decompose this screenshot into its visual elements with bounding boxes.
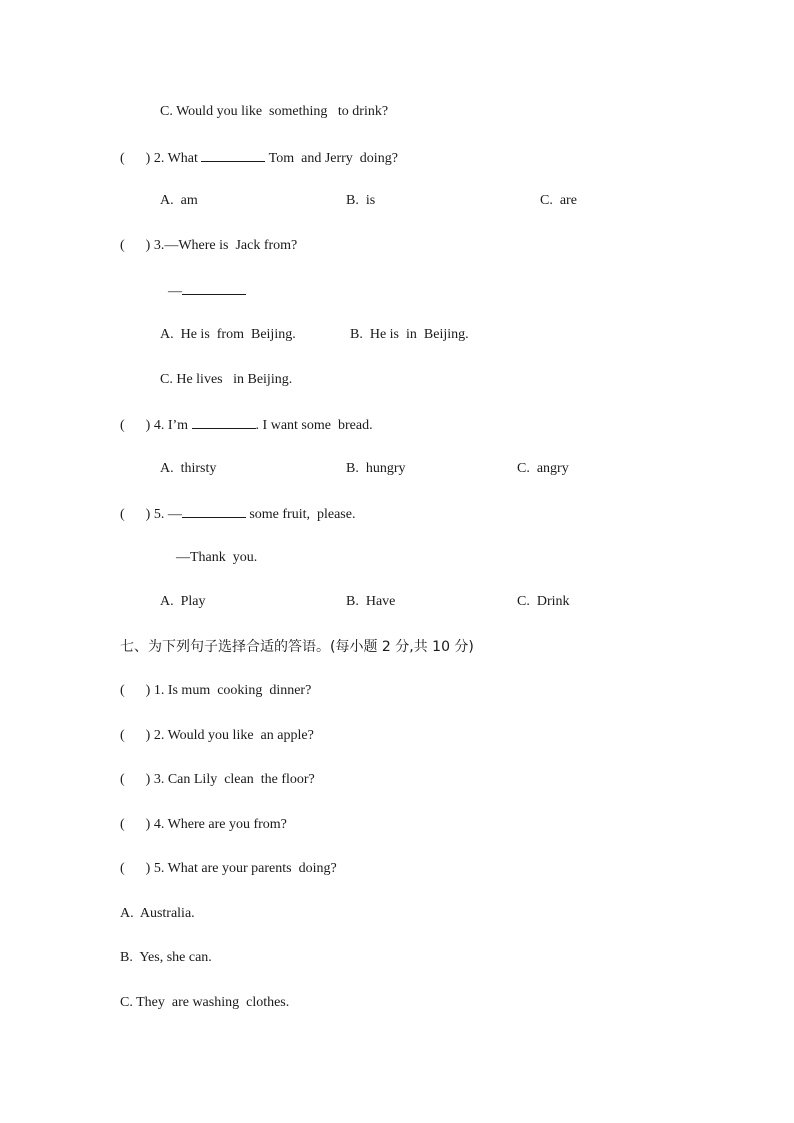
q5-blank[interactable] <box>182 504 246 518</box>
q5-suffix: some fruit, please. <box>245 507 356 522</box>
part7-question-2: ( ) 2. Would you like an apple? <box>120 728 314 743</box>
part7-question-3: ( ) 3. Can Lily clean the floor? <box>120 772 315 787</box>
q4-stem <box>120 415 373 435</box>
q4-option-c: C. angry <box>517 461 569 476</box>
q2-suffix: Tom and Jerry doing? <box>265 151 398 166</box>
q5-reply: —Thank you. <box>176 550 258 565</box>
q1-option-c: C. Would you like something to drink? <box>160 104 389 119</box>
q4-option-a: A. thirsty <box>160 461 217 476</box>
q5-stem <box>120 504 355 524</box>
q2-blank[interactable] <box>201 148 265 162</box>
part7-answer-a: A. Australia. <box>120 906 195 921</box>
part7-question-5: ( ) 5. What are your parents doing? <box>120 861 337 876</box>
q5-prefix: ( ) 5. — <box>120 507 182 522</box>
q2-stem <box>120 148 398 168</box>
q2-option-c: C. are <box>540 193 577 208</box>
q2-option-b: B. is <box>346 193 376 208</box>
q5-option-a: A. Play <box>160 594 206 609</box>
q3-option-c: C. He lives in Beijing. <box>160 372 293 387</box>
part7-answer-c: C. They are washing clothes. <box>120 995 290 1010</box>
part7-question-1: ( ) 1. Is mum cooking dinner? <box>120 683 312 698</box>
q5-option-c: C. Drink <box>517 594 570 609</box>
q3-blank[interactable] <box>182 281 246 295</box>
q4-blank[interactable] <box>192 415 256 429</box>
q2-option-a: A. am <box>160 193 198 208</box>
q3-option-b: B. He is in Beijing. <box>350 327 469 342</box>
q5-option-b: B. Have <box>346 594 396 609</box>
q3-answer-line <box>168 281 246 301</box>
q3-dash: — <box>168 284 182 299</box>
q3-stem: ( ) 3.—Where is Jack from? <box>120 238 298 253</box>
part7-answer-b: B. Yes, she can. <box>120 950 212 965</box>
part7-question-4: ( ) 4. Where are you from? <box>120 817 287 832</box>
q4-suffix: . I want some bread. <box>255 418 373 433</box>
q4-option-b: B. hungry <box>346 461 406 476</box>
section-heading: 七、为下列句子选择合适的答语。(每小题 2 分,共 10 分) <box>120 639 474 655</box>
q3-option-a: A. He is from Beijing. <box>160 327 296 342</box>
q2-prefix: ( ) 2. What <box>120 151 202 166</box>
q4-prefix: ( ) 4. I’m <box>120 418 192 433</box>
